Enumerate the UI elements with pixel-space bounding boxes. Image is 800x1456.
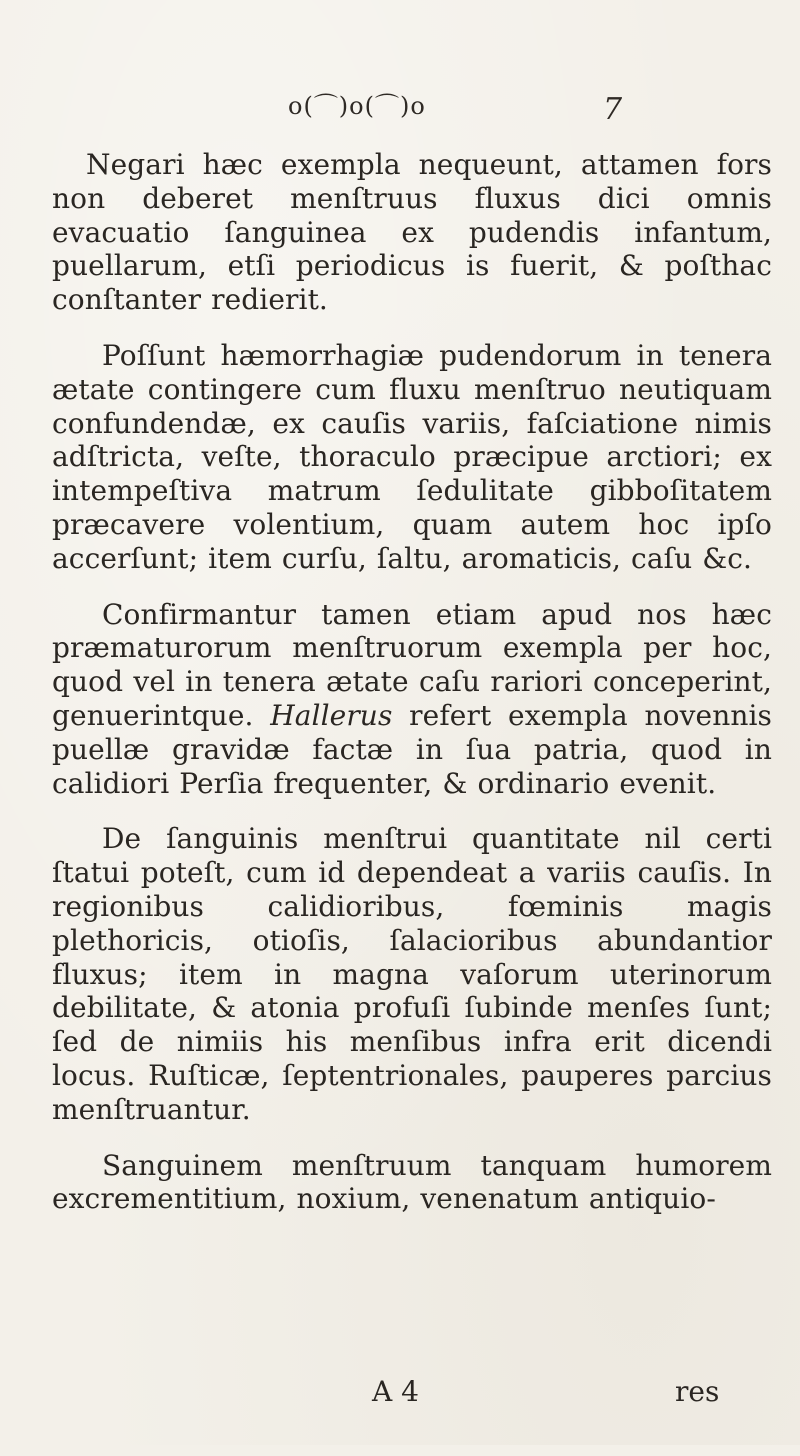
body-text (52, 148, 772, 1238)
header-ornament: o(⌒)o(⌒)o (288, 92, 426, 120)
page-number: 7 (603, 92, 623, 127)
signature-mark: A 4 (372, 1375, 419, 1408)
paragraph-3-text-before: Confirmantur tamen etiam apud nos hæc præmaturorum menſtruorum exempla per hoc, quod vel in tenera ætate caſu rariori conceperint, genuerintque. (52, 597, 772, 732)
paragraph-2: Poſſunt hæmorrhagiæ pudendorum in tenera ætate contingere cum fluxu menſtruo neutiquam confundendæ, ex cauſis variis, faſciatione nimis adſtricta, veſte, thoraculo præcipue arctiori; ex intempeſtiva matrum ſedulitate gibboſitatem præcavere volentium, quam autem hoc ipſo accerſunt; item curſu, ſaltu, aromaticis, caſu &c. (52, 338, 772, 575)
paragraph-3-text-after: refert exempla novennis puellæ gravidæ factæ in ſua patria, quod in calidiori Perſia frequenter, & ordinario evenit. (52, 698, 772, 800)
page-footer (52, 1375, 772, 1456)
paragraph-3 (52, 598, 772, 801)
paragraph-1: Negari hæc exempla nequeunt, attamen fors non deberet menſtruus fluxus dici omnis evacuatio ſanguinea ex pudendis infantum, puellarum, etſi periodicus is fuerit, & poſthac conſtanter redierit. (52, 148, 772, 317)
catchword: res (675, 1375, 720, 1408)
paragraph-4: De ſanguinis menſtrui quantitate nil certi ſtatui poteſt, cum id dependeat a variis cauſis. In regionibus calidioribus, fœminis magis plethoricis, otioſis, ſalacioribus abundantior fluxus; item in magna vaſorum uterinorum debilitate, & atonia profuſi ſubinde menſes ſunt; ſed de nimiis his menſibus infra erit dicendi locus. Ruſticæ, ſeptentrionales, pauperes parcius menſtruantur. (52, 822, 772, 1126)
page-header (0, 80, 800, 127)
paragraph-5: Sanguinem menſtruum tanquam humorem excrementitium, noxium, venenatum antiquio- (52, 1148, 772, 1216)
cited-author-hallerus: Hallerus (270, 698, 393, 732)
